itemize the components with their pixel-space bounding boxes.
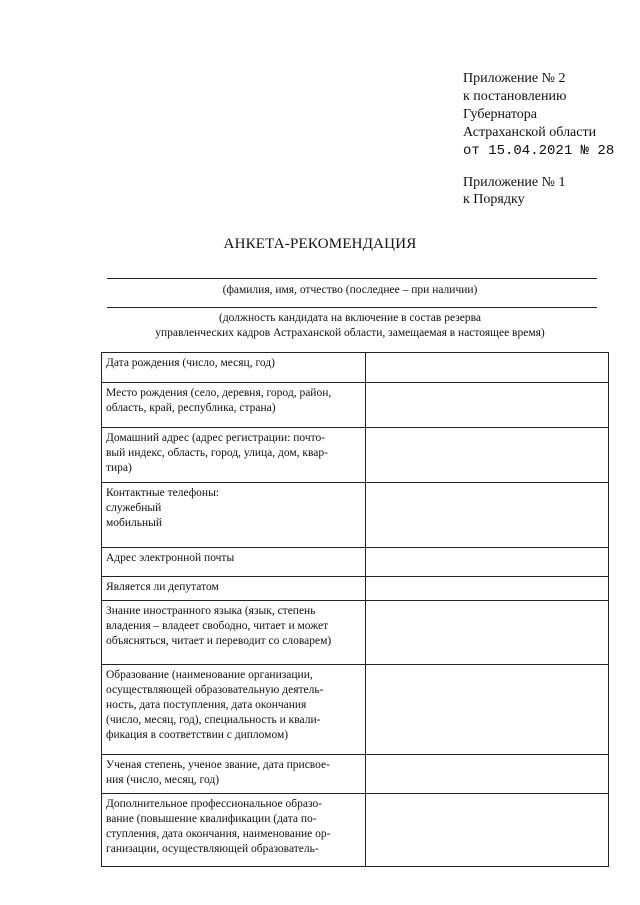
table-row (102, 353, 609, 383)
row-label: Домашний адрес (адрес регистрации: почто- вый индекс, область, город, улица, дом, квар- тира) (102, 428, 366, 483)
row-label: Место рождения (село, деревня, город, район, область, край, республика, страна) (102, 383, 366, 428)
table-row (102, 548, 609, 577)
table-row (102, 428, 609, 483)
table-row (102, 383, 609, 428)
table-row (102, 755, 609, 794)
answer-field[interactable] (366, 794, 609, 867)
appendix-order-block (463, 174, 566, 208)
appendix-line: Приложение № 2 (463, 71, 566, 86)
appendix-line: к постановлению (463, 89, 567, 104)
answer-field[interactable] (366, 601, 609, 665)
row-label: Является ли депутатом (102, 577, 366, 601)
answer-field[interactable] (366, 353, 609, 383)
table-row (102, 577, 609, 601)
position-fill-line (107, 307, 597, 308)
table-row (102, 665, 609, 755)
row-label: Образование (наименование организации, осуществляющей образовательную деятель- ность, дата поступления, дата окончания (число, месяц, год), специальность и квали- фикация в соответствии с дипломом) (102, 665, 366, 755)
row-label: Знание иностранного языка (язык, степень владения – владеет свободно, читает и может объясняться, читает и переводит со словарем) (102, 601, 366, 665)
row-label: Дополнительное профессиональное образо- вание (повышение квалификации (дата по- ступления, дата окончания, наименование ор- ганизации, осуществляющей образователь- (102, 794, 366, 867)
decree-date-number: от 15.04.2021 № 28 (463, 143, 615, 159)
appendix-order-line: к Порядку (463, 192, 525, 207)
row-label: Контактные телефоны: служебный мобильный (102, 483, 366, 548)
position-caption: (должность кандидата на включение в состав резерва управленческих кадров Астраханской области, замещаемая в настоящее время) (155, 312, 545, 339)
answer-field[interactable] (366, 428, 609, 483)
name-fill-line (107, 278, 597, 279)
table-row (102, 483, 609, 548)
row-label: Адрес электронной почты (102, 548, 366, 577)
appendix-block (463, 70, 614, 160)
answer-field[interactable] (366, 383, 609, 428)
table-row (102, 601, 609, 665)
row-label: Ученая степень, ученое звание, дата присвое- ния (число, месяц, год) (102, 755, 366, 794)
answer-field[interactable] (366, 483, 609, 548)
appendix-line: Астраханской области (463, 125, 597, 140)
name-caption: (фамилия, имя, отчество (последнее – при наличии) (222, 284, 478, 296)
table-row (102, 794, 609, 867)
questionnaire-table (101, 352, 609, 867)
answer-field[interactable] (366, 577, 609, 601)
document-title: АНКЕТА-РЕКОМЕНДАЦИЯ (223, 236, 417, 252)
appendix-line: Губернатора (463, 107, 538, 122)
appendix-order-line: Приложение № 1 (463, 175, 566, 190)
answer-field[interactable] (366, 755, 609, 794)
answer-field[interactable] (366, 548, 609, 577)
row-label: Дата рождения (число, месяц, год) (102, 353, 366, 383)
answer-field[interactable] (366, 665, 609, 755)
